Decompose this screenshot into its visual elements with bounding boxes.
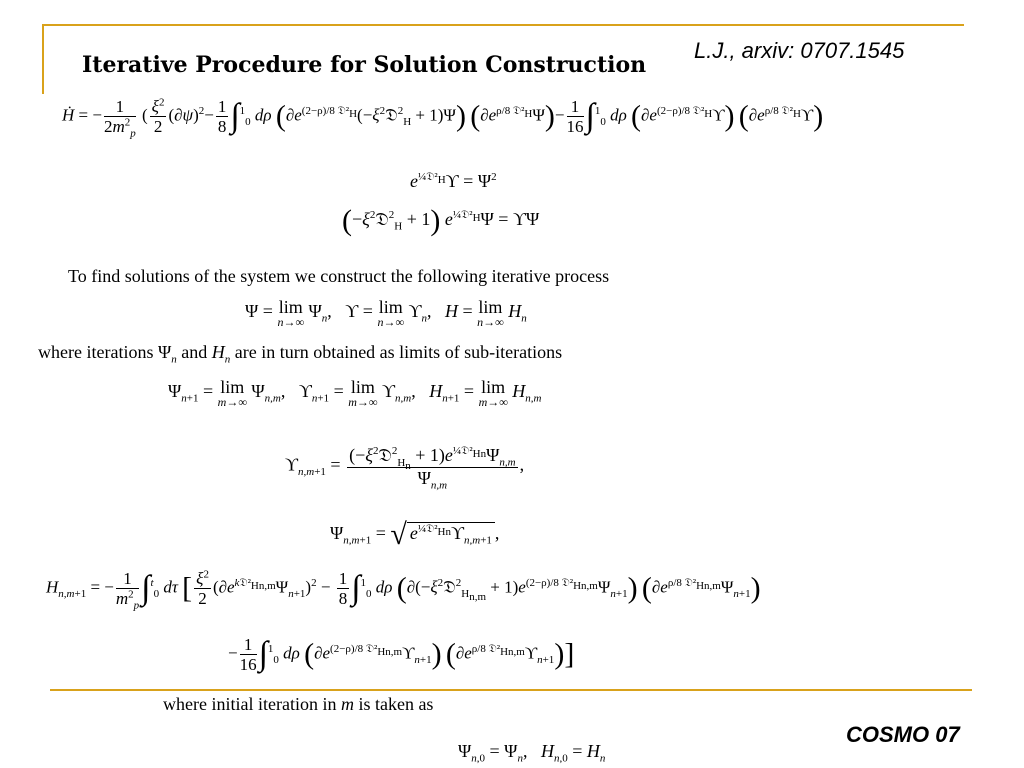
- slide-title: Iterative Procedure for Solution Construction: [82, 52, 647, 78]
- equation-h-dot: Ḣ = − $\frac{1}{2m^2_p}$ ( $\frac{\xi^2}{2}$ $(\partial\psi)^2-$ $\frac{1}{8}$ ∫$^1_0$ dρ $(\partial e^{(2-\rho)/8 𝔇^2_H}(-\xi^2𝔇^2_H + 1)\Psi)$ $(\partial e^{\rho/8 𝔇^2_H}\Psi)-$ $\frac{1}{16}$ ∫$^1_0$ dρ $(\partial e^{(2-\rho)/8 𝔇^2_H}ϒ)$ $(\partial e^{\rho/8 𝔇^2_H}ϒ)$: [62, 96, 824, 140]
- intro-text: To find solutions of the system we construct the following iterative process: [68, 266, 610, 286]
- equation-constraint: $(-\xi^2𝔇^2_H + 1) e^{\frac{1}{4}𝔇^2_H}\Psi = ϒ\Psi$: [342, 204, 540, 237]
- bottom-rule: [50, 689, 972, 691]
- initial-text: [163, 694, 433, 715]
- equation-psi-iter: $\Psi_{n,m+1}$ = √ $e^{\frac{1}{4}𝔇^2_{Hn}}ϒ_{n,m+1}$ ,: [330, 518, 500, 551]
- initial-m: m: [340, 694, 354, 714]
- equation-initial: $\Psi_{n,0} = \Psi_n$, $H_{n,0} = H_n$: [458, 741, 606, 765]
- iterations-rest: are in turn obtained as limits of sub-iterations: [230, 342, 563, 362]
- venue-label: COSMO 07: [846, 722, 960, 747]
- initial-text-start: where initial iteration in: [163, 694, 337, 714]
- iterations-and: and: [176, 342, 212, 362]
- iterations-text: [38, 342, 563, 366]
- equation-upsilon-psi: $e^{\frac{1}{4}𝔇^2_H}ϒ = \Psi^2$: [410, 171, 497, 191]
- equation-sub-limits: $\Psi_{n+1}$ = lim m→∞ $\Psi_{n,m}$, $ϒ_{n+1}$ = lim m→∞ $ϒ_{n,m}$, $H_{n+1}$ = lim m→∞ $H_{n,m}$: [168, 377, 542, 409]
- equation-h-iter-2: − $\frac{1}{16}$ ∫$^1_0$ dρ $(\partial e^{(2-\rho)/8 𝔇^2_{Hn,m}}ϒ_{n+1})$ $(\partial e^{\rho/8 𝔇^2_{Hn,m}}ϒ_{n+1})$]: [228, 635, 575, 674]
- citation: L.J., arxiv: 0707.1545: [694, 38, 905, 63]
- initial-text-rest: is taken as: [358, 694, 434, 714]
- equation-h-iter-1: $H_{n,m+1}$ = − $\frac{1}{m^2_p}$ ∫$^t_0$ dτ [ $\frac{\xi^2}{2}$ $(\partial e^{k𝔇^2_{Hn,m}}\Psi_{n+1})^2$ − $\frac{1}{8}$ ∫$^1_0$ dρ $(\partial(-\xi^2𝔇^2_{H_{n,m}} + 1)e^{(2-\rho)/8 𝔇^2_{Hn,m}}\Psi_{n+1})$ $(\partial e^{\rho/8 𝔇^2_{Hn,m}}\Psi_{n+1})$: [46, 568, 761, 612]
- iterations-h-n: n: [224, 353, 231, 366]
- equation-limits: Ψ = lim n→∞ $\Psi_n$, ϒ = lim n→∞ $ϒ_n$, H = lim n→∞ $H_n$: [245, 297, 527, 329]
- iterations-h: H: [211, 342, 225, 362]
- equation-upsilon-iter: $ϒ_{n,m+1}$ = $\frac{(-\xi^2𝔇^2_{H_n} + 1)e^{\frac{1}{4}𝔇^2_{Hn}}\Psi_{n,m}}{\Psi_{n,m}}$ ,: [285, 445, 525, 492]
- left-rule: [42, 24, 44, 94]
- iterations-n: n: [171, 353, 177, 366]
- iterations-text-start: where iterations Ψ: [38, 342, 172, 362]
- top-rule: [42, 24, 964, 26]
